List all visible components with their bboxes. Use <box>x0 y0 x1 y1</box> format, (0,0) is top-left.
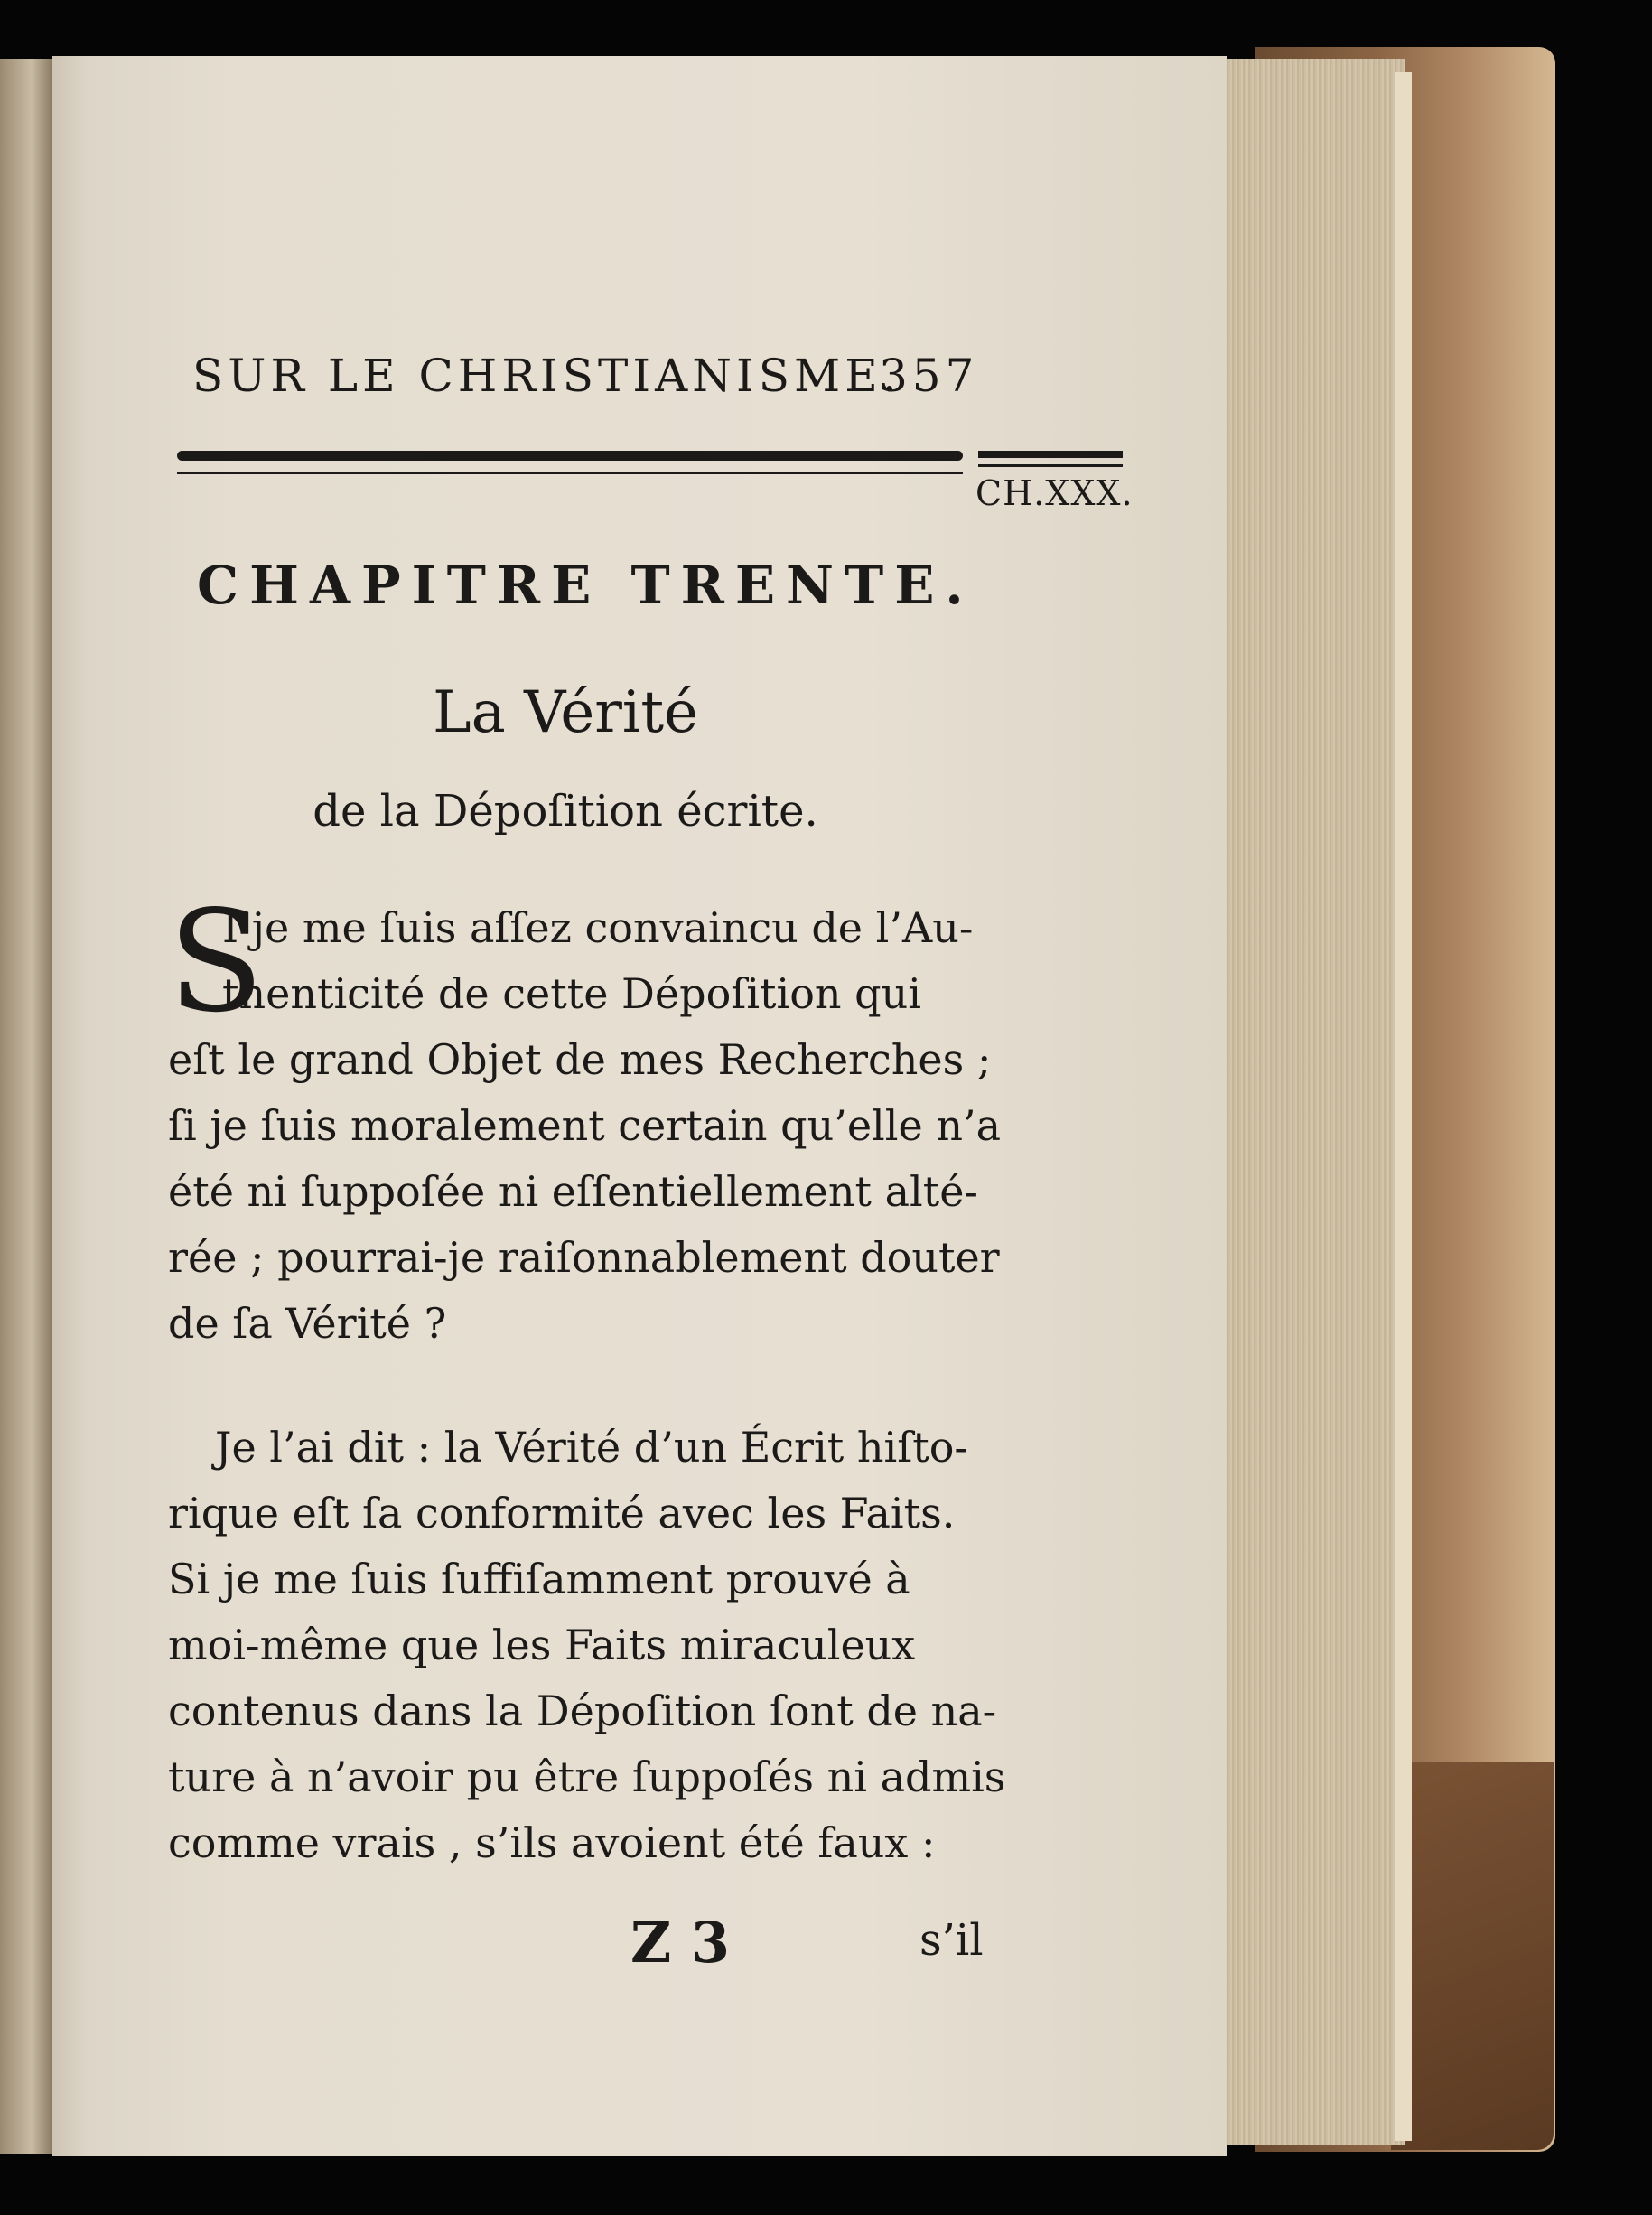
running-head <box>192 350 979 413</box>
paragraph-line: ſi je ſuis moralement certain qu’elle n’a <box>168 1101 1001 1150</box>
page-number: 357 <box>879 350 979 402</box>
header-rule-thin <box>177 472 963 474</box>
page-edge-highlight <box>1395 72 1412 2141</box>
header-rule <box>177 451 963 461</box>
paragraph-line: de ſa Vérité ? <box>168 1299 447 1348</box>
signature-mark: Z 3 <box>630 1910 730 1976</box>
drop-cap: S <box>168 880 265 1043</box>
book-page <box>52 56 1227 2156</box>
running-head-title: SUR LE CHRISTIANISME. <box>192 350 901 402</box>
chapter-heading: CHAPITRE TRENTE. <box>197 555 975 616</box>
catchword: s’il <box>919 1915 984 1966</box>
paragraph-line: moi-même que les Faits miraculeux <box>168 1621 916 1669</box>
paragraph-line: thenticité de cette Dépoſition qui <box>222 969 921 1018</box>
margin-rule <box>978 451 1123 458</box>
page-edges <box>1224 59 1405 2145</box>
paragraph-line: Je l’ai dit : la Vérité d’un Écrit hiſto- <box>215 1423 968 1472</box>
paragraph-line: ture à n’avoir pu être ſuppoſés ni admis <box>168 1752 1006 1801</box>
margin-rule-thin <box>978 464 1123 467</box>
paragraph-line: été ni ſuppoſée ni eſſentiellement alté- <box>168 1167 978 1216</box>
paragraph-line: rique eſt ſa conformité avec les Faits. <box>168 1489 956 1537</box>
paragraph-line: comme vrais , s’ils avoient été faux : <box>168 1818 936 1867</box>
paragraph-line: I je me ſuis aſſez convaincu de l’Au- <box>222 903 974 952</box>
margin-note: CH.XXX. <box>975 473 1134 513</box>
left-page-fragment <box>0 59 52 2154</box>
paragraph-line: rée ; pourrai-je raiſonnablement douter <box>168 1233 1000 1282</box>
book-cover-corner <box>1391 1762 1554 2150</box>
chapter-subtitle: de la Dépoſition écrite. <box>313 786 818 836</box>
paragraph-line: Si je me ſuis ſuffiſamment prouvé à <box>168 1555 910 1603</box>
paragraph-line: contenus dans la Dépoſition ſont de na- <box>168 1687 997 1735</box>
chapter-title: La Vérité <box>433 679 698 746</box>
paragraph-line: eſt le grand Objet de mes Recherches ; <box>168 1035 992 1084</box>
